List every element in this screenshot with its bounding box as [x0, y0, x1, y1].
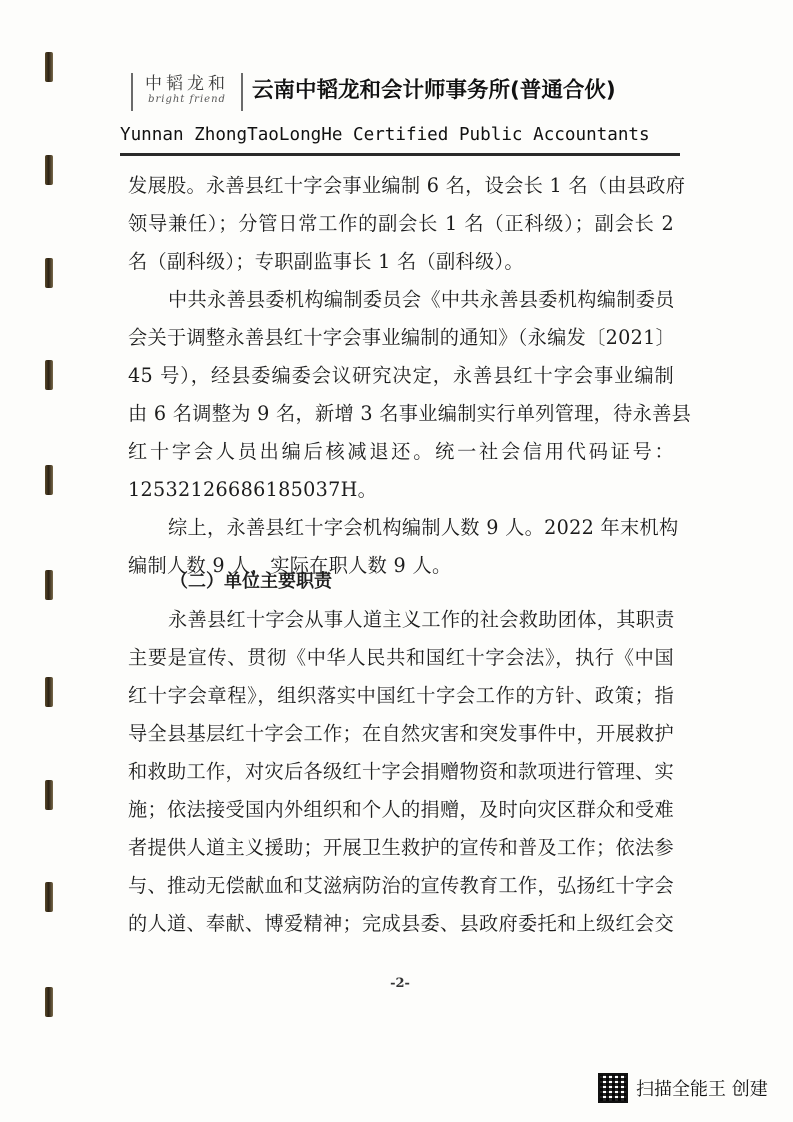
body-line: 永善县红十字会从事人道主义工作的社会救助团体，其职责: [168, 608, 675, 631]
binding-hole: [45, 987, 53, 1017]
header-divider: [120, 153, 680, 156]
body-line: 红十字会人员出编后核减退还。统一社会信用代码证号：: [128, 440, 674, 463]
firm-logo: [131, 73, 243, 111]
body-line: 者提供人道主义援助；开展卫生救护的宣传和普及工作；依法参: [128, 836, 674, 859]
body-line: 和救助工作，对灾后各级红十字会捐赠物资和款项进行管理、实: [128, 760, 674, 783]
body-line: 与、推动无偿献血和艾滋病防治的宣传教育工作，弘扬红十字会: [128, 874, 674, 897]
body-line: 由 6 名调整为 9 名，新增 3 名事业编制实行单列管理，待永善县: [128, 402, 692, 425]
scanner-watermark: 扫描全能王 创建: [636, 1079, 768, 1100]
binding-hole: [45, 360, 53, 390]
page-number: -2-: [390, 976, 410, 991]
body-line: 12532126686185037H。: [128, 478, 378, 501]
binding-hole: [45, 465, 53, 495]
body-line: 导全县基层红十字会工作；在自然灾害和突发事件中，开展救护: [128, 722, 674, 745]
body-line: 施；依法接受国内外组织和个人的捐赠，及时向灾区群众和受难: [128, 798, 674, 821]
binding-hole: [45, 677, 53, 707]
binding-hole: [45, 780, 53, 810]
firm-name-chinese: 云南中韬龙和会计师事务所(普通合伙): [252, 78, 616, 103]
body-line: 综上，永善县红十字会机构编制人数 9 人。2022 年末机构: [168, 516, 679, 539]
qr-code-icon: [598, 1073, 628, 1103]
body-line: 会关于调整永善县红十字会事业编制的通知》（永编发〔2021〕: [128, 326, 676, 349]
logo-english: bright friend: [148, 94, 226, 105]
body-line: 领导兼任）；分管日常工作的副会长 1 名（正科级）；副会长 2: [128, 212, 674, 235]
binding-hole: [45, 52, 53, 82]
body-line: 的人道、奉献、博爱精神；完成县委、县政府委托和上级红会交: [128, 912, 674, 935]
section-heading: （二）单位主要职责: [170, 571, 332, 592]
binding-hole: [45, 155, 53, 185]
body-line: 发展股。永善县红十字会事业编制 6 名，设会长 1 名（由县政府: [128, 174, 686, 197]
body-line: 45 号），经县委编委会议研究决定，永善县红十字会事业编制: [128, 364, 674, 387]
binding-hole: [45, 570, 53, 600]
body-line: 名（副科级）；专职副监事长 1 名（副科级）。: [128, 250, 524, 273]
firm-name-english: Yunnan ZhongTaoLongHe Certified Public Accountants: [120, 125, 650, 145]
logo-chinese: 中韬龙和: [145, 74, 229, 94]
body-line: 编制人数 9 人，实际在职人数 9 人。: [128, 554, 452, 577]
body-line: 红十字会章程》，组织落实中国红十字会工作的方针、政策；指: [128, 684, 674, 707]
body-line: 主要是宣传、贯彻《中华人民共和国红十字会法》，执行《中国: [128, 646, 674, 669]
binding-hole: [45, 882, 53, 912]
binding-hole: [45, 258, 53, 288]
body-line: 中共永善县委机构编制委员会《中共永善县委机构编制委员: [168, 288, 675, 311]
